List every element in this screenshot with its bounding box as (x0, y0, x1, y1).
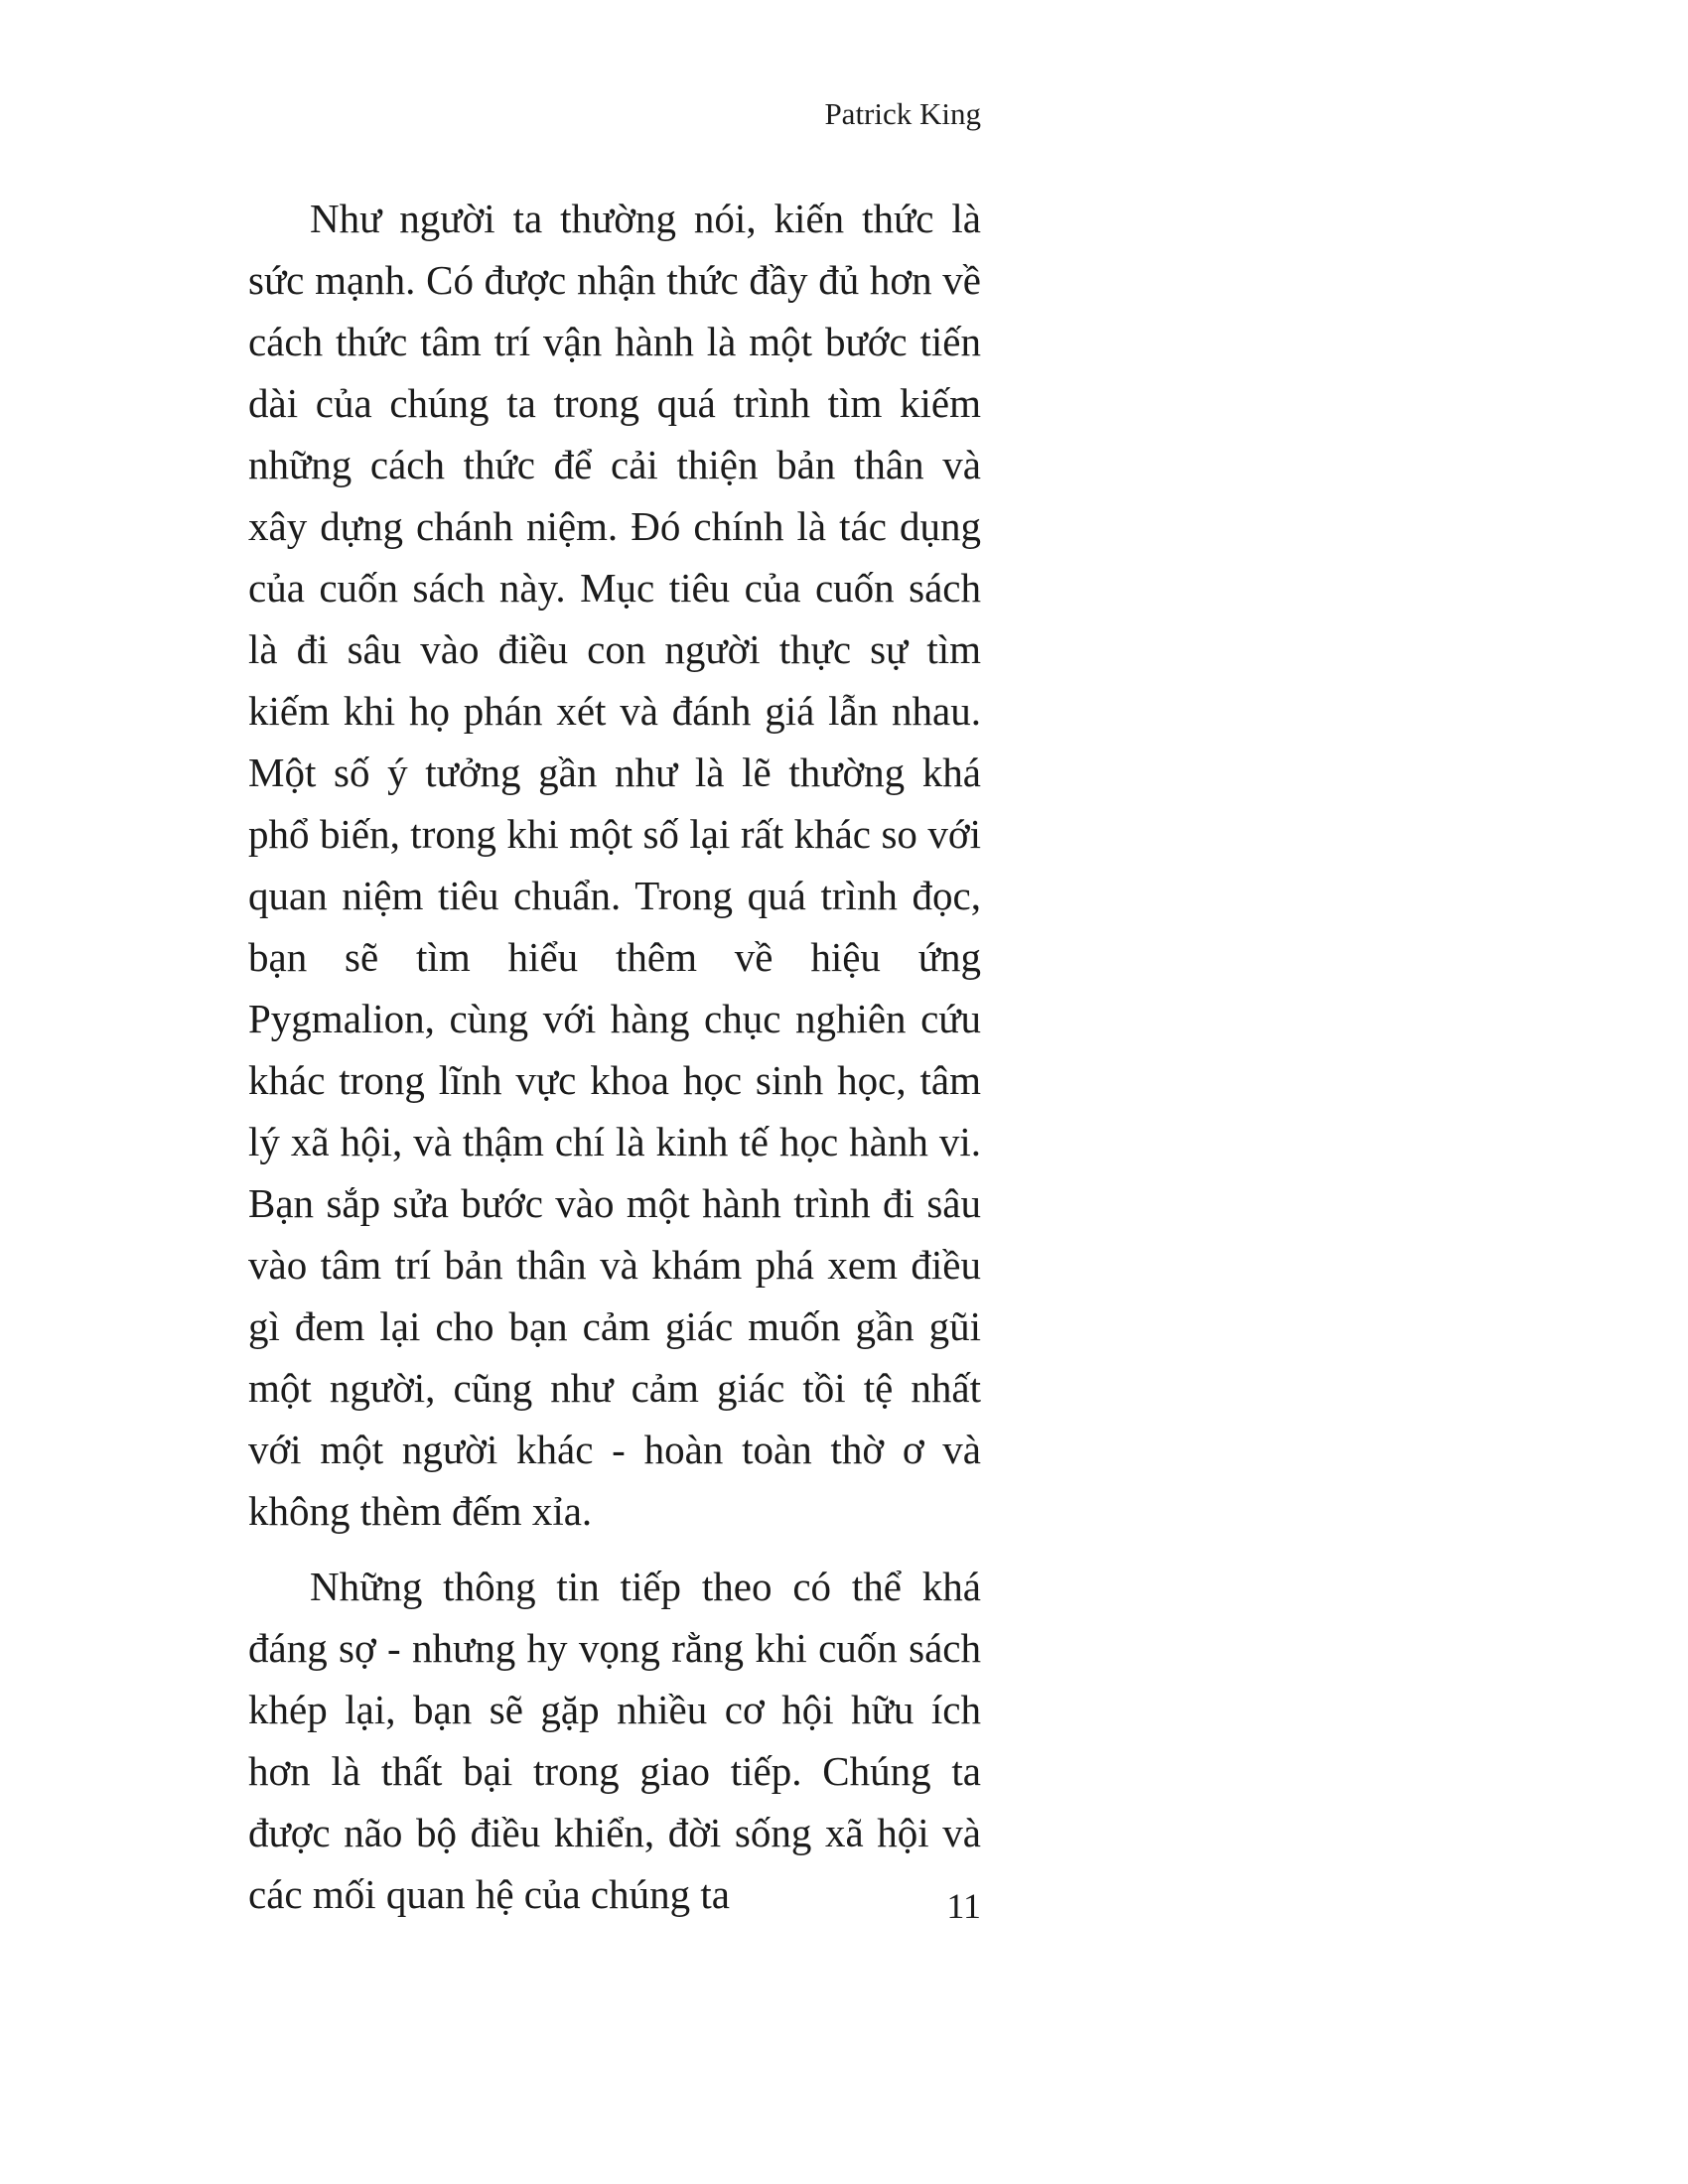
page-number: 11 (946, 1886, 981, 1926)
running-header (248, 95, 981, 132)
page-footer (946, 1888, 981, 1924)
page-content (248, 0, 981, 2184)
paragraph: Như người ta thường nói, kiến thức là sức mạnh. Có được nhận thức đầy đủ hơn về cách thức tâm trí vận hành là một bước tiến dài của chúng ta trong quá trình tìm kiếm những cách thức để cải thiện bản thân và xây dựng chánh niệm. Đó chính là tác dụng của cuốn sách này. Mục tiêu của cuốn sách là đi sâu vào điều con người thực sự tìm kiếm khi họ phán xét và đánh giá lẫn nhau. Một số ý tưởng gần như là lẽ thường khá phổ biến, trong khi một số lại rất khác so với quan niệm tiêu chuẩn. Trong quá trình đọc, bạn sẽ tìm hiểu thêm về hiệu ứng Pygmalion, cùng với hàng chục nghiên cứu khác trong lĩnh vực khoa học sinh học, tâm lý xã hội, và thậm chí là kinh tế học hành vi. Bạn sắp sửa bước vào một hành trình đi sâu vào tâm trí bản thân và khám phá xem điều gì đem lại cho bạn cảm giác muốn gần gũi một người, cũng như cảm giác tồi tệ nhất với một người khác - hoàn toàn thờ ơ và không thèm đếm xỉa. (248, 196, 981, 1535)
body-text (248, 188, 981, 1925)
author-name: Patrick King (824, 96, 981, 131)
paragraph: Những thông tin tiếp theo có thể khá đáng sợ - nhưng hy vọng rằng khi cuốn sách khép lại, bạn sẽ gặp nhiều cơ hội hữu ích hơn là thất bại trong giao tiếp. Chúng ta được não bộ điều khiển, đời sống xã hội và các mối quan hệ của chúng ta (248, 1564, 981, 1918)
